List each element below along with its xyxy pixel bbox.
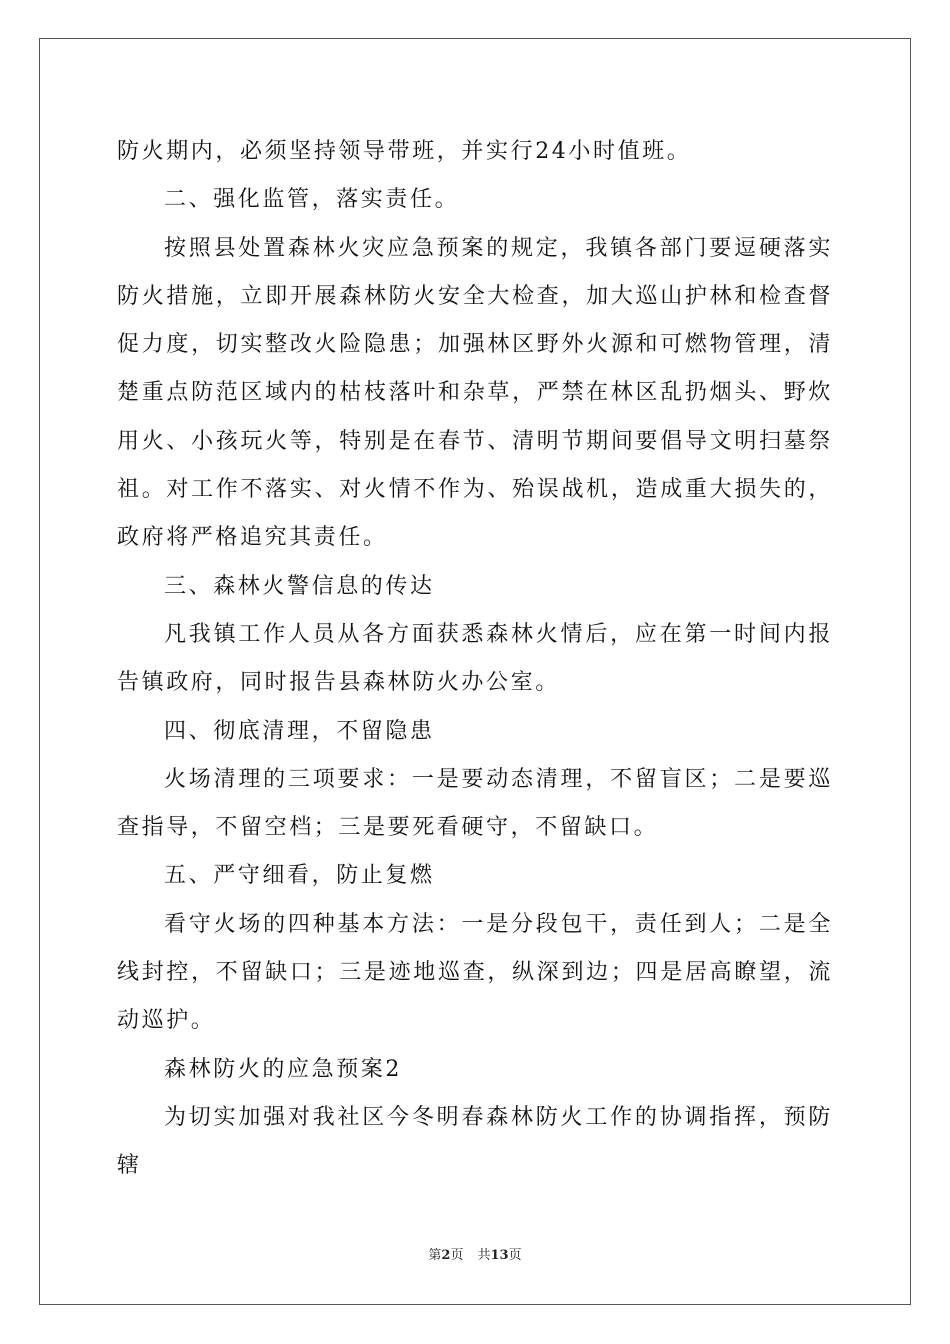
- paragraph: 为切实加强对我社区今冬明春森林防火工作的协调指挥，预防辖: [117, 1104, 833, 1179]
- page-footer: [0, 1247, 950, 1265]
- total-pages: 13: [490, 1248, 509, 1263]
- document-subtitle: 森林防火的应急预案2: [164, 1056, 402, 1082]
- section-heading: 五、严守细看，防止复燃: [164, 863, 435, 889]
- page-suffix: 页: [450, 1248, 464, 1263]
- paragraph: 火场清理的三项要求：一是要动态清理，不留盲区；二是要巡查指导，不留空档；三是要死看硬守，不留缺口。: [117, 766, 833, 841]
- total-suffix: 页: [508, 1248, 522, 1263]
- page-number: 2: [441, 1248, 451, 1263]
- document-body: [117, 128, 833, 1191]
- section-heading: 三、森林火警信息的传达: [164, 573, 435, 599]
- paragraph: 看守火场的四种基本方法：一是分段包干，责任到人；二是全线封控，不留缺口；三是迹地巡查，纵深到边；四是居高瞭望，流动巡护。: [117, 911, 833, 1034]
- page-prefix: 第: [428, 1248, 442, 1263]
- paragraph: 凡我镇工作人员从各方面获悉森林火情后，应在第一时间内报告镇政府，同时报告县森林防火办公室。: [117, 621, 833, 696]
- section-heading: 二、强化监管，落实责任。: [164, 187, 460, 213]
- total-prefix: 共: [477, 1248, 491, 1263]
- section-heading: 四、彻底清理，不留隐患: [164, 718, 435, 744]
- paragraph: 防火期内，必须坚持领导带班，并实行24小时值班。: [117, 139, 692, 164]
- paragraph: 按照县处置森林火灾应急预案的规定，我镇各部门要逗硬落实防火措施，立即开展森林防火安全大检查，加大巡山护林和检查督促力度，切实整改火险隐患；加强林区野外火源和可燃物管理，清楚重点防范区域内的枯枝落叶和杂草，严禁在林区乱扔烟头、野炊用火、小孩玩火等，特别是在春节、清明节期间要倡导文明扫墓祭祖。对工作不落实、对火情不作为、殆误战机，造成重大损失的，政府将严格追究其责任。: [117, 235, 833, 551]
